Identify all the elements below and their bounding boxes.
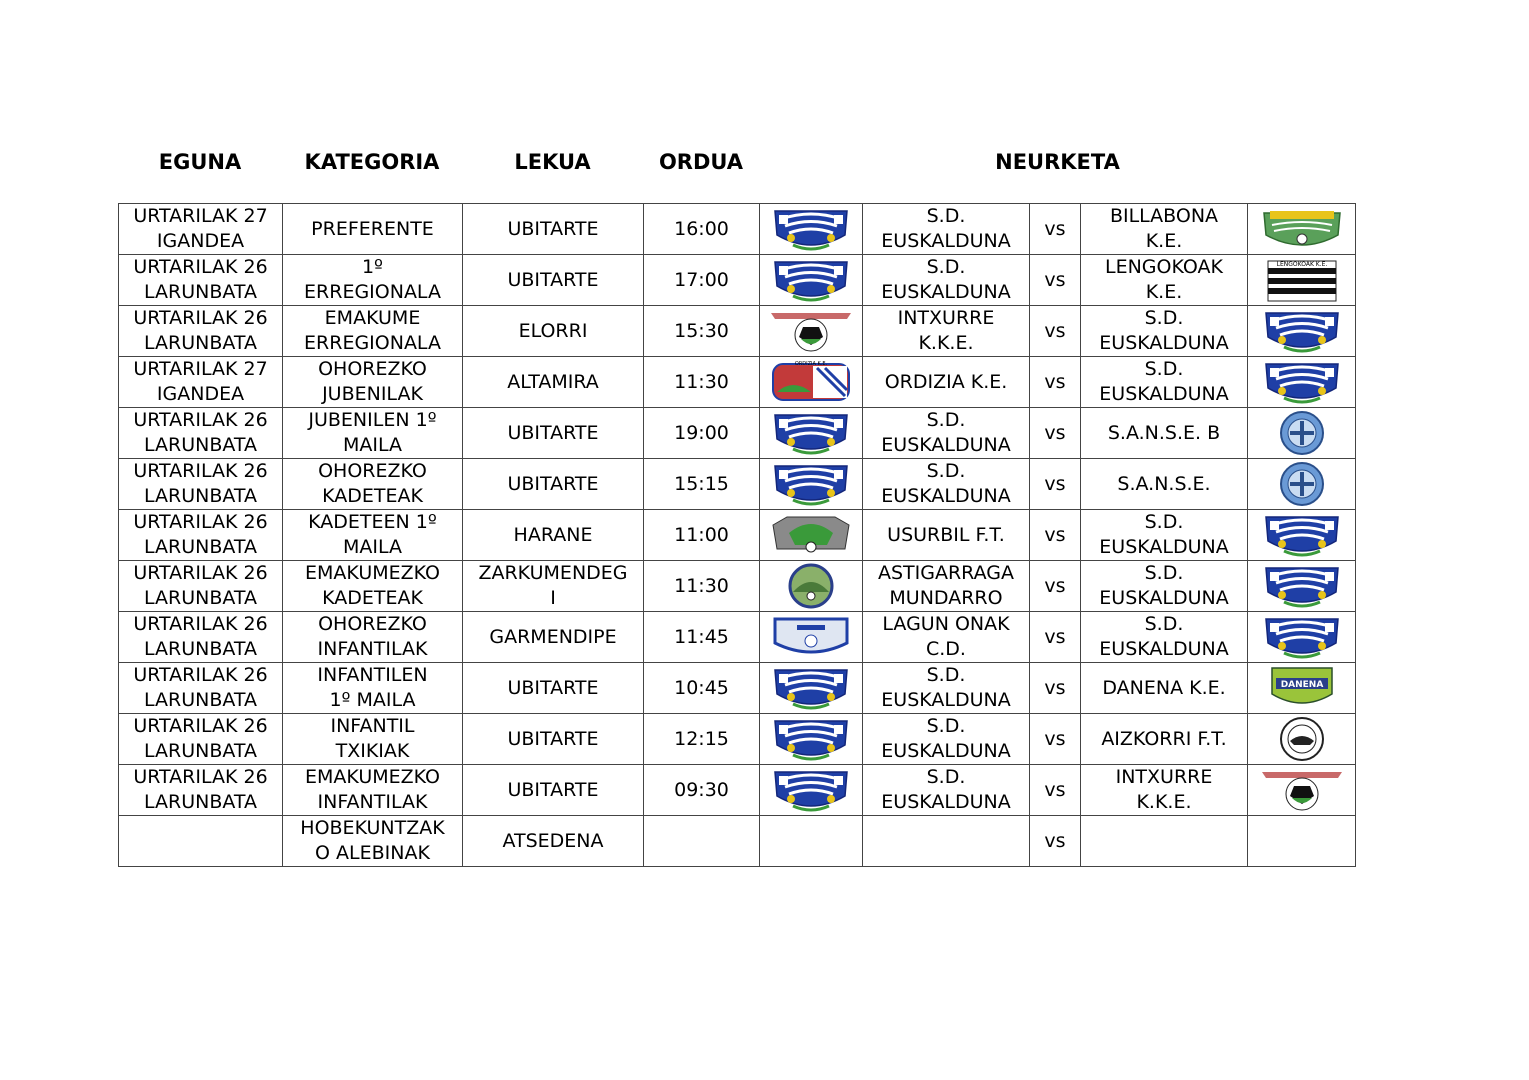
home-team-cell bbox=[863, 612, 1030, 663]
category-cell bbox=[283, 459, 463, 510]
home-team-cell-line1: S.D. bbox=[926, 256, 966, 278]
date-cell bbox=[119, 255, 283, 306]
home-team-cell-line2: K.K.E. bbox=[918, 332, 974, 354]
home-team-cell bbox=[863, 765, 1030, 816]
danena-crest-icon bbox=[1248, 664, 1355, 712]
category-cell-line1: INFANTILEN bbox=[317, 664, 428, 686]
away-team-cell bbox=[1081, 357, 1248, 408]
vs-cell-line1: vs bbox=[1044, 574, 1066, 597]
time-cell-line1: 10:45 bbox=[674, 676, 729, 699]
home-team-cell-line2: EUSKALDUNA bbox=[881, 281, 1011, 303]
away-team-cell bbox=[1081, 663, 1248, 714]
table-row bbox=[119, 612, 1356, 663]
column-headers bbox=[0, 150, 1529, 184]
euskalduna-crest-icon bbox=[760, 256, 862, 304]
away-team-cell-line2: EUSKALDUNA bbox=[1099, 536, 1229, 558]
time-cell bbox=[644, 306, 760, 357]
sanse-crest-icon bbox=[1248, 409, 1355, 457]
venue-cell bbox=[463, 510, 644, 561]
date-cell-line2: LARUNBATA bbox=[143, 485, 258, 507]
away-team-cell bbox=[1081, 561, 1248, 612]
venue-cell-line1: UBITARTE bbox=[507, 472, 599, 495]
aizkorri-crest-icon bbox=[1248, 715, 1355, 763]
away-logo-cell bbox=[1248, 357, 1356, 408]
vs-cell-line1: vs bbox=[1044, 217, 1066, 240]
time-cell-line1: 15:15 bbox=[674, 472, 729, 495]
time-cell-line1: 09:30 bbox=[674, 778, 729, 801]
home-logo-cell bbox=[760, 255, 863, 306]
date-cell-line1: URTARILAK 26 bbox=[133, 664, 268, 686]
away-logo-cell bbox=[1248, 612, 1356, 663]
date-cell-line1: URTARILAK 26 bbox=[133, 613, 268, 635]
date-cell bbox=[119, 510, 283, 561]
table-row bbox=[119, 714, 1356, 765]
mundarro-crest-icon bbox=[760, 562, 862, 610]
category-cell-line2: ERREGIONALA bbox=[304, 332, 441, 354]
away-team-cell-line1: AIZKORRI F.T. bbox=[1101, 727, 1227, 750]
time-cell-line1: 15:30 bbox=[674, 319, 729, 342]
date-cell bbox=[119, 357, 283, 408]
venue-cell bbox=[463, 816, 644, 867]
date-cell-line2: IGANDEA bbox=[156, 230, 245, 252]
table-row bbox=[119, 204, 1356, 255]
time-cell bbox=[644, 663, 760, 714]
away-logo-cell bbox=[1248, 459, 1356, 510]
time-cell bbox=[644, 612, 760, 663]
away-team-cell bbox=[1081, 204, 1248, 255]
vs-cell bbox=[1030, 765, 1081, 816]
euskalduna-crest-icon bbox=[760, 409, 862, 457]
home-team-cell-line2: EUSKALDUNA bbox=[881, 791, 1011, 813]
home-logo-cell bbox=[760, 408, 863, 459]
home-team-cell bbox=[863, 816, 1030, 867]
venue-cell-line1: HARANE bbox=[513, 523, 593, 546]
away-team-cell-line2: EUSKALDUNA bbox=[1099, 383, 1229, 405]
venue-cell bbox=[463, 663, 644, 714]
away-team-cell bbox=[1081, 306, 1248, 357]
venue-cell bbox=[463, 561, 644, 612]
category-cell-line1: OHOREZKO bbox=[318, 613, 427, 635]
away-team-cell-line1: DANENA K.E. bbox=[1102, 676, 1226, 699]
away-team-cell-line2: EUSKALDUNA bbox=[1099, 638, 1229, 660]
table-row bbox=[119, 408, 1356, 459]
away-team-cell-line1: S.D. bbox=[1144, 511, 1184, 533]
venue-cell bbox=[463, 357, 644, 408]
home-team-cell-line1: ASTIGARRAGA bbox=[877, 562, 1014, 584]
date-cell-line2: LARUNBATA bbox=[143, 332, 258, 354]
date-cell bbox=[119, 816, 283, 867]
time-cell-line1: 11:00 bbox=[674, 523, 729, 546]
time-cell bbox=[644, 510, 760, 561]
home-logo-cell bbox=[760, 714, 863, 765]
away-team-cell bbox=[1081, 510, 1248, 561]
away-logo-cell bbox=[1248, 816, 1356, 867]
home-team-cell bbox=[863, 561, 1030, 612]
away-team-cell-line2: EUSKALDUNA bbox=[1099, 587, 1229, 609]
header-kategoria: KATEGORIA bbox=[304, 150, 440, 174]
away-team-cell-line1: BILLABONA bbox=[1109, 205, 1219, 227]
home-team-cell bbox=[863, 459, 1030, 510]
time-cell-line1: 17:00 bbox=[674, 268, 729, 291]
category-cell-line2: ERREGIONALA bbox=[304, 281, 441, 303]
header-ordua: ORDUA bbox=[658, 150, 744, 174]
time-cell bbox=[644, 816, 760, 867]
time-cell bbox=[644, 765, 760, 816]
time-cell-line1: 16:00 bbox=[674, 217, 729, 240]
vs-cell-line1: vs bbox=[1044, 421, 1066, 444]
table-row bbox=[119, 816, 1356, 867]
svg-text:LENGOKOAK K.E.: LENGOKOAK K.E. bbox=[1276, 261, 1327, 268]
venue-cell-line1: UBITARTE bbox=[507, 421, 599, 444]
vs-cell-line1: vs bbox=[1044, 829, 1066, 852]
table-row bbox=[119, 357, 1356, 408]
category-cell-line1: EMAKUME bbox=[324, 307, 421, 329]
category-cell bbox=[283, 612, 463, 663]
category-cell-line2: TXIKIAK bbox=[335, 740, 410, 762]
away-team-cell-line1: S.D. bbox=[1144, 358, 1184, 380]
category-cell bbox=[283, 204, 463, 255]
date-cell-line2: IGANDEA bbox=[156, 383, 245, 405]
euskalduna-crest-icon bbox=[760, 715, 862, 763]
category-cell-line2: O ALEBINAK bbox=[315, 842, 430, 864]
home-team-cell bbox=[863, 714, 1030, 765]
home-logo-cell bbox=[760, 663, 863, 714]
away-team-cell-line2: K.E. bbox=[1145, 230, 1183, 252]
away-team-cell bbox=[1081, 408, 1248, 459]
vs-cell-line1: vs bbox=[1044, 319, 1066, 342]
home-logo-cell bbox=[760, 510, 863, 561]
venue-cell bbox=[463, 612, 644, 663]
home-team-cell-line1: S.D. bbox=[926, 715, 966, 737]
vs-cell bbox=[1030, 816, 1081, 867]
billabona-crest-icon bbox=[1248, 205, 1355, 253]
category-cell bbox=[283, 408, 463, 459]
schedule-table bbox=[118, 203, 1356, 867]
category-cell-line1: EMAKUMEZKO bbox=[304, 562, 441, 584]
home-team-cell-line2: MUNDARRO bbox=[889, 587, 1003, 609]
time-cell-line1: 11:30 bbox=[674, 574, 729, 597]
category-cell-line2: 1º MAILA bbox=[329, 689, 416, 711]
category-cell-line2: INFANTILAK bbox=[317, 791, 428, 813]
ordizia-crest-icon bbox=[760, 358, 862, 406]
usurbil-crest-icon bbox=[760, 511, 862, 559]
category-cell-line2: INFANTILAK bbox=[317, 638, 428, 660]
lagun-onak-crest-icon bbox=[760, 613, 862, 661]
away-team-cell bbox=[1081, 612, 1248, 663]
vs-cell-line1: vs bbox=[1044, 676, 1066, 699]
table-row bbox=[119, 255, 1356, 306]
vs-cell bbox=[1030, 714, 1081, 765]
away-logo-cell bbox=[1248, 561, 1356, 612]
home-logo-cell bbox=[760, 459, 863, 510]
schedule-rows bbox=[119, 204, 1356, 867]
euskalduna-crest-icon bbox=[1248, 562, 1355, 610]
vs-cell bbox=[1030, 612, 1081, 663]
home-team-cell bbox=[863, 663, 1030, 714]
euskalduna-crest-icon bbox=[1248, 358, 1355, 406]
date-cell-line2: LARUNBATA bbox=[143, 587, 258, 609]
home-logo-cell bbox=[760, 306, 863, 357]
away-logo-cell bbox=[1248, 510, 1356, 561]
category-cell-line1: 1º bbox=[361, 256, 384, 278]
home-team-cell bbox=[863, 204, 1030, 255]
table-row bbox=[119, 306, 1356, 357]
sanse-crest-icon bbox=[1248, 460, 1355, 508]
date-cell-line1: URTARILAK 26 bbox=[133, 715, 268, 737]
home-team-cell-line1: S.D. bbox=[926, 409, 966, 431]
away-logo-cell bbox=[1248, 408, 1356, 459]
venue-cell bbox=[463, 255, 644, 306]
venue-cell-line1: ZARKUMENDEG bbox=[478, 562, 628, 584]
home-team-cell-line1: INTXURRE bbox=[897, 307, 995, 329]
svg-text:DANENA: DANENA bbox=[1280, 680, 1323, 690]
date-cell bbox=[119, 714, 283, 765]
euskalduna-crest-icon bbox=[1248, 613, 1355, 661]
date-cell-line1: URTARILAK 26 bbox=[133, 562, 268, 584]
lengokoak-crest-icon bbox=[1248, 256, 1355, 304]
away-team-cell bbox=[1081, 459, 1248, 510]
category-cell-line1: JUBENILEN 1º bbox=[308, 409, 437, 431]
home-team-cell bbox=[863, 357, 1030, 408]
vs-cell bbox=[1030, 561, 1081, 612]
table-row bbox=[119, 510, 1356, 561]
vs-cell bbox=[1030, 510, 1081, 561]
away-team-cell-line1: S.D. bbox=[1144, 562, 1184, 584]
vs-cell-line1: vs bbox=[1044, 778, 1066, 801]
time-cell bbox=[644, 357, 760, 408]
home-team-cell-line2: EUSKALDUNA bbox=[881, 485, 1011, 507]
category-cell-line1: HOBEKUNTZAK bbox=[300, 817, 445, 839]
home-team-cell bbox=[863, 255, 1030, 306]
home-team-cell bbox=[863, 408, 1030, 459]
venue-cell-line1: UBITARTE bbox=[507, 268, 599, 291]
date-cell-line2: LARUNBATA bbox=[143, 536, 258, 558]
time-cell bbox=[644, 561, 760, 612]
vs-cell bbox=[1030, 255, 1081, 306]
header-lekua: LEKUA bbox=[514, 150, 591, 174]
away-logo-cell bbox=[1248, 306, 1356, 357]
date-cell-line1: URTARILAK 26 bbox=[133, 460, 268, 482]
home-team-cell bbox=[863, 510, 1030, 561]
home-team-cell-line1: LAGUN ONAK bbox=[882, 613, 1010, 635]
home-team-cell-line2: EUSKALDUNA bbox=[881, 689, 1011, 711]
vs-cell-line1: vs bbox=[1044, 472, 1066, 495]
time-cell bbox=[644, 408, 760, 459]
venue-cell-line1: ATSEDENA bbox=[502, 829, 604, 852]
vs-cell-line1: vs bbox=[1044, 625, 1066, 648]
away-logo-cell bbox=[1248, 714, 1356, 765]
category-cell bbox=[283, 663, 463, 714]
category-cell bbox=[283, 510, 463, 561]
time-cell-line1: 12:15 bbox=[674, 727, 729, 750]
home-logo-cell bbox=[760, 204, 863, 255]
time-cell-line1: 11:45 bbox=[674, 625, 729, 648]
category-cell-line1: PREFERENTE bbox=[311, 217, 434, 240]
time-cell bbox=[644, 204, 760, 255]
category-cell-line1: INFANTIL bbox=[330, 715, 415, 737]
home-logo-cell bbox=[760, 816, 863, 867]
category-cell bbox=[283, 357, 463, 408]
date-cell-line2: LARUNBATA bbox=[143, 638, 258, 660]
date-cell bbox=[119, 306, 283, 357]
date-cell-line2: LARUNBATA bbox=[143, 740, 258, 762]
date-cell-line1: URTARILAK 26 bbox=[133, 766, 268, 788]
euskalduna-crest-icon bbox=[760, 766, 862, 814]
time-cell-line1: 11:30 bbox=[674, 370, 729, 393]
category-cell-line1: OHOREZKO bbox=[318, 358, 427, 380]
date-cell bbox=[119, 612, 283, 663]
time-cell bbox=[644, 459, 760, 510]
svg-text:ORDIZIA K.E.: ORDIZIA K.E. bbox=[794, 361, 828, 367]
category-cell-line1: KADETEEN 1º bbox=[308, 511, 437, 533]
date-cell-line1: URTARILAK 26 bbox=[133, 256, 268, 278]
euskalduna-crest-icon bbox=[1248, 511, 1355, 559]
date-cell bbox=[119, 459, 283, 510]
date-cell bbox=[119, 408, 283, 459]
home-logo-cell bbox=[760, 765, 863, 816]
venue-cell bbox=[463, 714, 644, 765]
vs-cell bbox=[1030, 663, 1081, 714]
vs-cell-line1: vs bbox=[1044, 727, 1066, 750]
away-team-cell-line1: S.D. bbox=[1144, 307, 1184, 329]
away-team-cell-line2: EUSKALDUNA bbox=[1099, 332, 1229, 354]
euskalduna-crest-icon bbox=[760, 664, 862, 712]
venue-cell-line1: GARMENDIPE bbox=[489, 625, 617, 648]
category-cell-line2: MAILA bbox=[342, 536, 402, 558]
date-cell bbox=[119, 561, 283, 612]
venue-cell-line1: UBITARTE bbox=[507, 676, 599, 699]
header-eguna: EGUNA bbox=[158, 150, 242, 174]
category-cell bbox=[283, 561, 463, 612]
intxurre-crest-icon bbox=[1248, 766, 1355, 814]
venue-cell bbox=[463, 306, 644, 357]
away-team-cell bbox=[1081, 816, 1248, 867]
euskalduna-crest-icon bbox=[1248, 307, 1355, 355]
away-team-cell-line1: INTXURRE bbox=[1115, 766, 1213, 788]
table-row bbox=[119, 765, 1356, 816]
date-cell bbox=[119, 204, 283, 255]
date-cell-line2: LARUNBATA bbox=[143, 434, 258, 456]
category-cell bbox=[283, 306, 463, 357]
vs-cell bbox=[1030, 204, 1081, 255]
vs-cell bbox=[1030, 408, 1081, 459]
away-logo-cell bbox=[1248, 765, 1356, 816]
vs-cell bbox=[1030, 357, 1081, 408]
venue-cell-line1: UBITARTE bbox=[507, 727, 599, 750]
away-logo-cell bbox=[1248, 204, 1356, 255]
date-cell bbox=[119, 663, 283, 714]
date-cell bbox=[119, 765, 283, 816]
category-cell bbox=[283, 714, 463, 765]
away-team-cell bbox=[1081, 714, 1248, 765]
category-cell-line1: EMAKUMEZKO bbox=[304, 766, 441, 788]
venue-cell bbox=[463, 459, 644, 510]
category-cell-line2: JUBENILAK bbox=[322, 383, 423, 405]
time-cell-line1: 19:00 bbox=[674, 421, 729, 444]
date-cell-line1: URTARILAK 26 bbox=[133, 511, 268, 533]
date-cell-line1: URTARILAK 27 bbox=[133, 358, 268, 380]
home-team-cell-line1: S.D. bbox=[926, 205, 966, 227]
vs-cell bbox=[1030, 306, 1081, 357]
category-cell-line1: OHOREZKO bbox=[318, 460, 427, 482]
home-logo-cell bbox=[760, 612, 863, 663]
home-team-cell-line1: S.D. bbox=[926, 766, 966, 788]
home-team-cell-line2: EUSKALDUNA bbox=[881, 230, 1011, 252]
venue-cell bbox=[463, 204, 644, 255]
category-cell-line2: MAILA bbox=[342, 434, 402, 456]
table-row bbox=[119, 663, 1356, 714]
table-row bbox=[119, 561, 1356, 612]
venue-cell-line1: ALTAMIRA bbox=[507, 370, 599, 393]
header-neurketa: NEURKETA bbox=[995, 150, 1120, 174]
category-cell bbox=[283, 816, 463, 867]
table-row bbox=[119, 459, 1356, 510]
away-team-cell bbox=[1081, 255, 1248, 306]
away-logo-cell bbox=[1248, 255, 1356, 306]
date-cell-line2: LARUNBATA bbox=[143, 791, 258, 813]
date-cell-line1: URTARILAK 26 bbox=[133, 307, 268, 329]
date-cell-line2: LARUNBATA bbox=[143, 281, 258, 303]
home-team-cell-line2: C.D. bbox=[926, 638, 966, 660]
date-cell-line1: URTARILAK 27 bbox=[133, 205, 268, 227]
date-cell-line2: LARUNBATA bbox=[143, 689, 258, 711]
venue-cell bbox=[463, 765, 644, 816]
away-logo-cell bbox=[1248, 663, 1356, 714]
venue-cell-line1: ELORRI bbox=[518, 319, 588, 342]
away-team-cell-line1: S.A.N.S.E. B bbox=[1107, 421, 1221, 444]
vs-cell-line1: vs bbox=[1044, 268, 1066, 291]
category-cell bbox=[283, 765, 463, 816]
intxurre-crest-icon bbox=[760, 307, 862, 355]
category-cell-line2: KADETEAK bbox=[322, 485, 423, 507]
away-team-cell-line1: S.D. bbox=[1144, 613, 1184, 635]
vs-cell bbox=[1030, 459, 1081, 510]
vs-cell-line1: vs bbox=[1044, 523, 1066, 546]
home-team-cell-line2: EUSKALDUNA bbox=[881, 434, 1011, 456]
date-cell-line1: URTARILAK 26 bbox=[133, 409, 268, 431]
away-team-cell-line1: S.A.N.S.E. bbox=[1117, 472, 1211, 495]
home-team-cell-line1: S.D. bbox=[926, 460, 966, 482]
euskalduna-crest-icon bbox=[760, 205, 862, 253]
venue-cell-line1: UBITARTE bbox=[507, 217, 599, 240]
venue-cell bbox=[463, 408, 644, 459]
time-cell bbox=[644, 255, 760, 306]
away-team-cell-line2: K.E. bbox=[1145, 281, 1183, 303]
home-logo-cell bbox=[760, 561, 863, 612]
home-team-cell-line1: S.D. bbox=[926, 664, 966, 686]
home-team-cell bbox=[863, 306, 1030, 357]
venue-cell-line1: UBITARTE bbox=[507, 778, 599, 801]
home-logo-cell bbox=[760, 357, 863, 408]
category-cell-line2: KADETEAK bbox=[322, 587, 423, 609]
category-cell bbox=[283, 255, 463, 306]
home-team-cell-line1: ORDIZIA K.E. bbox=[884, 370, 1008, 393]
away-team-cell bbox=[1081, 765, 1248, 816]
home-team-cell-line2: EUSKALDUNA bbox=[881, 740, 1011, 762]
euskalduna-crest-icon bbox=[760, 460, 862, 508]
away-team-cell-line2: K.K.E. bbox=[1136, 791, 1192, 813]
vs-cell-line1: vs bbox=[1044, 370, 1066, 393]
venue-cell-line2: I bbox=[550, 587, 556, 609]
home-team-cell-line1: USURBIL F.T. bbox=[887, 523, 1005, 546]
time-cell bbox=[644, 714, 760, 765]
away-team-cell-line1: LENGOKOAK bbox=[1105, 256, 1223, 278]
